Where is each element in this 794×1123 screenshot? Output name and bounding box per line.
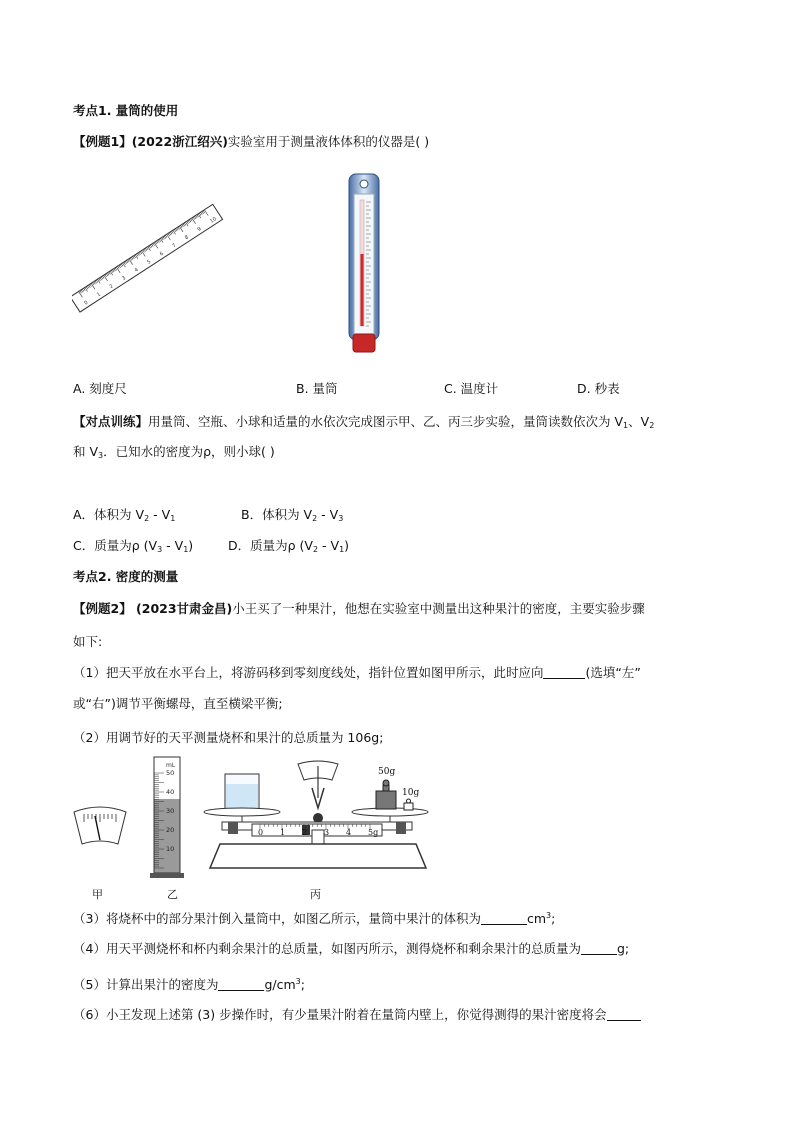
step3: （3）将烧杯中的部分果汁倒入量筒中，如图乙所示，量筒中果汁的体积为 $cm^3$; (73, 911, 556, 927)
step1-line1: （1）把天平放在水平台上，将游码移到零刻度线处，指针位置如图甲所示，此时应向 (选填“左” (73, 665, 641, 680)
training-option-a: A．体积为 $V_2 - V_1$ (73, 507, 176, 523)
balance-pointer-figure (70, 802, 130, 852)
step4: （4）用天平测烧杯和杯内剩余果汁的总质量，如图丙所示，测得烧杯和剩余果汁的总质量为 g; (73, 941, 630, 956)
ruler-tick-label: 1 (95, 291, 102, 299)
step2: （2）用调节好的天平测量烧杯和果汁的总质量为 106g; (73, 730, 384, 745)
training-option-c: C．质量为ρ $(V_3 - V_1)$ (73, 538, 194, 554)
example1-text: 实验室用于测量液体体积的仪器是( ) (227, 134, 430, 149)
scale-tick-label: 3 (324, 828, 330, 837)
example2-tag: 【例题2】 (2023甘肃金昌) (73, 601, 233, 616)
section2-title: 考点2. 密度的测量 (73, 569, 179, 584)
ruler-tick-label: 7 (171, 242, 178, 250)
cylinder-unit: mL (166, 762, 176, 769)
example2-question: 【例题2】 (2023甘肃金昌)小王买了一种果汁，他想在实验室中测量出这种果汁的密度，主要实验步骤 (73, 601, 645, 616)
ruler-tick-label: 10 (209, 216, 218, 225)
ruler-tick-label: 8 (183, 234, 190, 242)
ruler-tick-label: 0 (83, 299, 90, 307)
example1-option-d: D. 秒表 (577, 381, 620, 396)
scale-tick-label: 2 (302, 828, 308, 837)
scale-tick-label: 5g (368, 828, 379, 837)
ruler-tick-label: 3 (121, 275, 127, 283)
scale-tick-label: 0 (258, 828, 264, 837)
training-tag: 【对点训练】 (73, 414, 149, 429)
example2-text2: 如下: (73, 634, 103, 649)
example1-option-a: A. 刻度尺 (73, 381, 127, 396)
example1-option-b: B. 量筒 (296, 381, 338, 396)
scale-tick-label: 4 (346, 828, 352, 837)
cylinder-tick-label: 50 (166, 769, 175, 777)
step1-line2: 或“右”)调节平衡螺母，直至横梁平衡; (73, 696, 283, 711)
step5: （5）计算出果汁的密度为 $g/cm^3$; (73, 977, 305, 993)
caption-bing: 丙 (310, 888, 321, 901)
ruler-tick-label: 9 (196, 226, 203, 234)
example1-question (73, 134, 429, 150)
thermometer-image (344, 172, 384, 356)
training-options-ab (73, 507, 175, 527)
section1-title: 考点1. 量筒的使用 (73, 103, 179, 118)
scale-tick-label: 1 (280, 828, 286, 837)
ruler-tick-label: 5 (146, 258, 153, 266)
training-line1: 【对点训练】用量筒、空瓶、小球和适量的水依次完成图示甲、乙、丙三步实验，量筒读数依次为 $V_1$、$V_2$ (73, 414, 655, 430)
weight-50g-label: 50g (378, 767, 396, 777)
balance-figure (200, 758, 440, 870)
training-line2: 和 $V_3$．已知水的密度为ρ，则小球( ) (73, 444, 275, 460)
caption-jia: 甲 (92, 888, 103, 901)
training-option-d: D．质量为ρ $(V_2 - V_1)$ (228, 538, 350, 554)
ruler-tick-label: 2 (108, 283, 115, 291)
cylinder-tick-label: 10 (166, 845, 175, 853)
step6: （6）小王发现上述第 (3) 步操作时，有少量果汁附着在量筒内壁上，你觉得测得的果汁密度将会 (73, 1007, 641, 1023)
weight-10g-label: 10g (402, 788, 420, 798)
ruler-image (72, 200, 232, 330)
cylinder-tick-label: 20 (166, 826, 175, 834)
training-option-b: B．体积为 $V_2 - V_3$ (241, 507, 344, 523)
cylinder-tick-label: 40 (166, 788, 175, 796)
caption-yi: 乙 (167, 888, 178, 901)
example1-tag: 【例题1】(2022浙江绍兴) (73, 134, 228, 149)
graduated-cylinder-figure (150, 755, 190, 880)
example1-option-c: C. 温度计 (444, 381, 499, 396)
ruler-tick-label: 6 (158, 250, 165, 258)
ruler-tick-label: 4 (133, 267, 140, 274)
cylinder-tick-label: 30 (166, 807, 175, 815)
